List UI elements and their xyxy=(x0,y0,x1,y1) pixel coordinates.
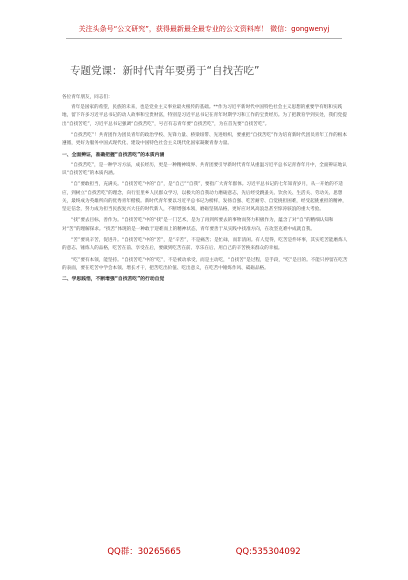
top-banner[interactable]: 关注头条号“公文研究”，获得最新最全最专业的公文资料库！ 微信：gongwenyj xyxy=(78,25,330,33)
section1-paragraph-1: “自找苦吃”，是一种学习方法，成长经历，更是一种精神境界、共青团要引导新时代青年从重温习近平总书记青春年月中，全面辨证地认识“自找苦吃”的本质内涵。 xyxy=(62,162,347,176)
section-heading-2: 二、学思践悟，不断增强“自找苦吃”的行动自觉 xyxy=(62,277,165,283)
section1-paragraph-3: “找”要去目标，善作为。“自找苦吃”中的“找”是一门艺术，是为了再到所要去的事物而努力积极作为，蕴含了对“自”的精细认知和对“苦”的理解探求。“找苦”体现的是一种敢于迎难而上的精神状态，青年要善于从实践中找准方向，在攻坚克难中成就自我。 xyxy=(62,218,334,232)
footer-qq-group: QQ群：30265665 xyxy=(107,547,182,557)
section1-paragraph-4: “苦”要说辛苦，促进升。“自找苦吃”中的“苦”，是“辛苦”，不是痛苦；是忙碌，而非清闲。有人觉得，吃苦是件坏事，其实吃苦能磨炼人的意志、锤炼人的品格，吃苦在前、享受在后，要做到吃苦在前、享乐在后、用自己的辛苦换来群众的幸福。 xyxy=(62,237,348,252)
intro-paragraph-1: 青年是国家的希望，民族的未来，也是党业主义事业最火根传的基础。**作为习近平新时代中国特色社会主义思想的重要学有组和实践地，留下许多习近平总书记的动人故事和宝贵财富，特别是习近平总书记在青年时期学习和工作的宝贵经历。为了把教育学到实处，我们党提出“自找苦吃”，习近平总书记强调“自找苦吃”，号召有志青年要“自找苦吃”，为在首先要“自找苦吃”。 xyxy=(62,105,347,127)
header-divider xyxy=(66,38,342,39)
document-body xyxy=(62,94,348,534)
page-title: 专题党课：新时代青年要勇于“自找苦吃” xyxy=(70,65,260,77)
footer-qq-contact: QQ:535304092 xyxy=(235,547,301,557)
section-heading-1: 一、全面辨证，准确把握“自找苦吃”的本质内涵 xyxy=(62,152,165,158)
footer-contact xyxy=(0,546,408,558)
greeting: 各位青年朋友，同志们： xyxy=(62,95,113,100)
section1-paragraph-2: “自”要敢担当，充满关。“自找苦吃”中的“自”，是“自己”“自我”，要指广大青年群体。习近平总书记的七年知青岁月，从一开始的不适应，到树立“自找苦吃”的理念，向行室里乡人民群众学习，以极大的自我动力磨砺意志，先后经受跳蚤关、饮食关、生活关、劳动关、思想关，最终成为英雄所向的优秀青年楷模。新时代青年要以习近平总书记为榜样，发扬自强、吃苦耐劳、自觉挑担困难，经受起挑重担的精神，坚定信念，努力成为担当民族复兴大任的时代新人，不断增强本领，磨砺坚韧品格，更好应对风高浪急甚至惊涛骇浪的重大考验。 xyxy=(62,182,347,212)
section1-paragraph-5: “吃”要有本领，能坚持。“自找苦吃”中的“吃”，不是被动承受，而是主动吃，“自找苦”是过程，是手段，“吃”是目的。不能只停留在吃苦的表面，要在吃苦中学会本领、增长才干，把苦吃出价值、吃出意义，在吃苦中锤炼作风、砥砺品格。 xyxy=(62,257,348,271)
intro-paragraph-2: “自找苦吃”！共青团作为团员青年的政治学校、先锋力量、桥梁纽带、先进组织，要重把“自找苦吃”作为培育新时代团员青年工作的根本遵循，更好为服务中国式现代化、建设中国特色社会主义现代化国家凝聚青春力量。 xyxy=(62,133,347,147)
